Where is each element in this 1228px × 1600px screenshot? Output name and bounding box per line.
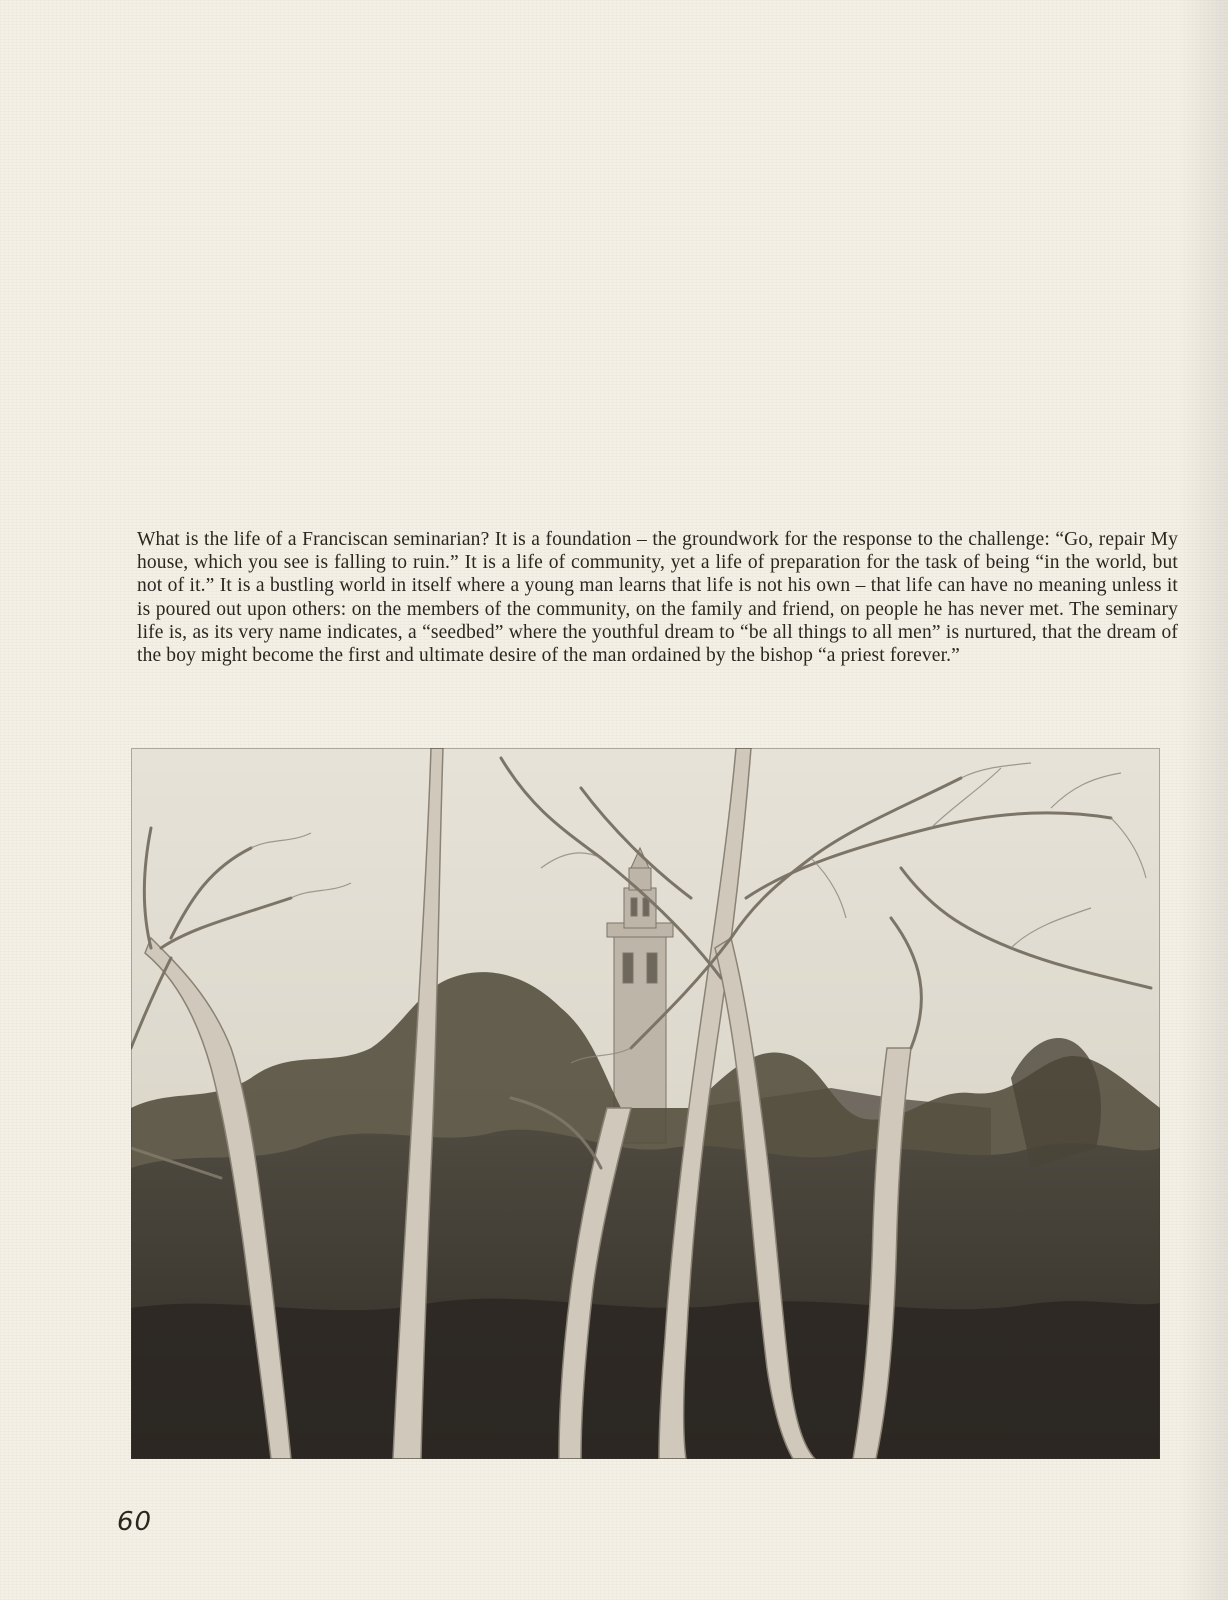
- page-number: 60: [117, 1507, 153, 1537]
- photo-illustration: [131, 748, 1160, 1459]
- photograph-bell-tower-through-trees: [131, 748, 1160, 1459]
- article-paragraph: What is the life of a Franciscan seminarian? It is a foundation – the groundwork for the response to the challenge: “Go, repair My house, which you see is falling to ruin.” It is a life of community, yet a life of preparation for the task of being “in the world, but not of it.” It is a bustling world in itself where a young man learns that life is not his own – that life can have no meaning unless it is poured out upon others: on the members of the community, on the family and friend, on people he has never met. The seminary life is, as its very name indicates, a “seedbed” where the youthful dream to “be all things to all men” is nurtured, that the dream of the boy might become the first and ultimate desire of the man ordained by the bishop “a priest forever.”: [137, 529, 1178, 667]
